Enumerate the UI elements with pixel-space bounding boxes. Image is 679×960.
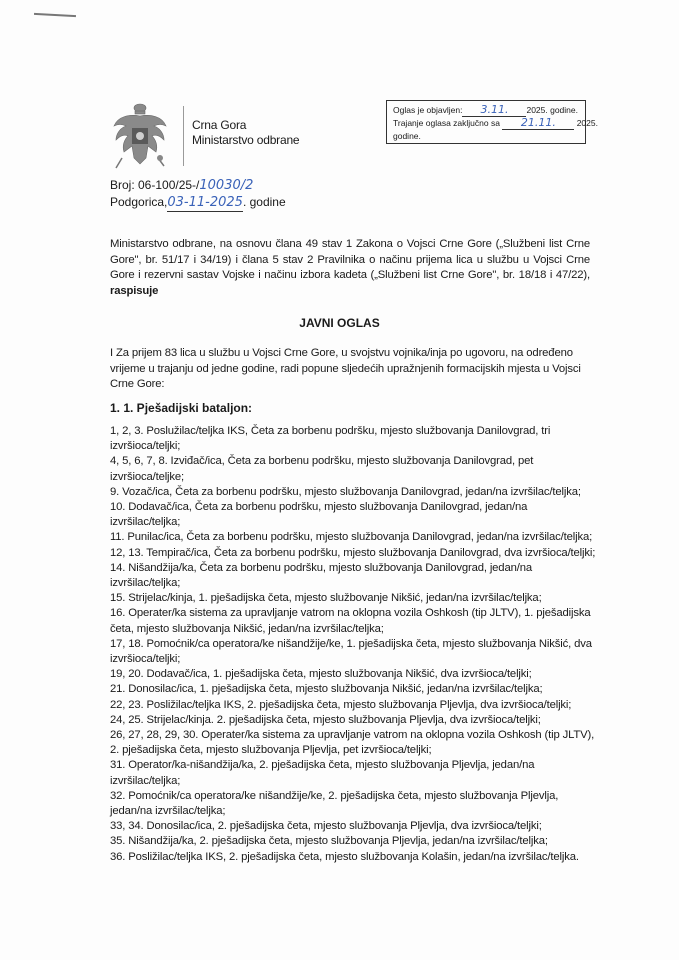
position-item: 36. Posližilac/teljka IKS, 2. pješadijska četa, mjesto službovanja Kolašin, jedan/na izvršilac/teljka. bbox=[110, 850, 579, 863]
reference-number-label: Broj: 06-100/25-/ bbox=[110, 178, 200, 192]
position-item: 9. Vozač/ica, Četa za borbenu podršku, mjesto službovanja Danilovgrad, jedan/na izvršilac/teljka; bbox=[110, 485, 581, 498]
reference-number-handwritten: 10030/2 bbox=[199, 178, 254, 193]
section-heading: 1. 1. Pješadijski bataljon: bbox=[110, 401, 253, 415]
position-item: 19, 20. Dodavač/ica, 1. pješadijska četa, mjesto službovanja Nikšić, dva izvršioca/teljki; bbox=[110, 668, 532, 681]
duration-label: Trajanje oglasa zaključno sa bbox=[393, 118, 500, 128]
positions-list bbox=[110, 424, 600, 865]
duration-suffix-line: godine. bbox=[393, 131, 421, 141]
place-label: Podgorica, bbox=[110, 195, 168, 209]
position-item: 31. Operator/ka-nišandžija/ka, 2. pješadijska četa, mjesto službovanja Pljevlja, jedan/na izvršilac/teljka; bbox=[110, 759, 535, 787]
position-item: 16. Operater/ka sistema za upravljanje vatrom na oklopna vozila Oshkosh (tip JLTV), 1. pješadijska četa, mjesto službovanja Nikšić, jedan/na izvršilac/teljka; bbox=[110, 607, 591, 635]
intro-paragraph bbox=[110, 237, 590, 299]
position-item: 24, 25. Strijelac/kinja. 2. pješadijska četa, mjesto službovanja Pljevlja, dva izvršioca/teljki; bbox=[110, 713, 541, 726]
date-handwritten: 03-11-2025 bbox=[167, 195, 243, 210]
date-suffix: . godine bbox=[242, 195, 286, 209]
announcement-paragraph: I Za prijem 83 lica u službu u Vojsci Crne Gore, u svojstvu vojnika/inja po ugovoru, na određeno vrijeme u trajanju od jedne godine, radi popune sljedećih upražnjenih formacijskih mjesta u Vojsci Crne Gore: bbox=[110, 347, 581, 390]
position-item: 14. Nišandžija/ka, Četa za borbenu podršku, mjesto službovanja Danilovgrad, jedan/na izvršilac/teljka; bbox=[110, 561, 532, 590]
position-item: 26, 27, 28, 29, 30. Operater/ka sistema za upravljanje vatrom na oklopna vozila Oshkosh (tip JLTV), 2. pješadijska četa, mjesto službovanja Pljevlja, pet izvršioca/teljki; bbox=[110, 729, 595, 757]
position-item: 15. Strijelac/kinja, 1. pješadijska četa, mjesto službovanje Nikšić, jedan/na izvršilac/teljka; bbox=[110, 592, 542, 605]
published-date-handwritten: 3.11. bbox=[462, 104, 526, 117]
publication-notice-box bbox=[386, 100, 598, 144]
intro-bold-word: raspisuje bbox=[110, 284, 159, 297]
coat-of-arms-icon bbox=[112, 102, 168, 172]
position-item: 1, 2, 3. Poslužilac/teljka IKS, Četa za borbenu podršku, mjesto službovanja Danilovgrad, tri izvršioca/teljki; bbox=[110, 425, 551, 453]
document-reference bbox=[110, 177, 286, 212]
organization-name bbox=[192, 118, 299, 148]
position-item: 17, 18. Pomoćnik/ca operatora/ke nišandžije/ke, 1. pješadijska četa, mjesto službovanja Nikšić, dva izvršioca/teljki; bbox=[110, 637, 592, 666]
position-item: 32. Pomoćnik/ca operatora/ke nišandžije/ke, 2. pješadijska četa, mjesto službovanja Pljevlja, jedan/na izvršilac/teljka; bbox=[110, 789, 559, 818]
duration-line bbox=[393, 116, 598, 130]
duration-suffix: 2025. bbox=[576, 118, 598, 128]
position-item: 21. Donosilac/ica, 1. pješadijska četa, mjesto službovanja Nikšić, jedan/na izvršilac/teljka; bbox=[110, 683, 543, 696]
duration-date-handwritten: 21.11. bbox=[502, 117, 574, 130]
intro-text: Ministarstvo odbrane, na osnovu člana 49 stav 1 Zakona o Vojsci Crne Gore („Službeni list Crne Gore", br. 51/17 i 34/19) i člana 5 stav 2 Pravilnika o načinu prijema lica u službu u Vojsci Crne Gore i rezervni sastav Vojske i načinu izbora kadeta („Službeni list Crne Gore", br. 18/18 i 47/22), bbox=[110, 238, 590, 281]
position-item: 35. Nišandžija/ka, 2. pješadijska četa, mjesto službovanja Pljevlja, jedan/na izvršilac/teljka; bbox=[110, 835, 548, 848]
reference-number-line bbox=[110, 177, 286, 194]
position-item: 4, 5, 6, 7, 8. Izviđač/ica, Četa za borbenu podršku, mjesto službovanja Danilovgrad, pet izvršioca/teljke; bbox=[110, 455, 534, 483]
document-title: JAVNI OGLAS bbox=[299, 316, 380, 330]
country-name: Crna Gora bbox=[192, 118, 247, 132]
position-item: 22, 23. Posližilac/teljka IKS, 2. pješadijska četa, mjesto službovanja Pljevlja, dva izvršioca/teljki; bbox=[110, 698, 572, 711]
position-item: 11. Punilac/ica, Četa za borbenu podršku, mjesto službovanja Danilovgrad, jedan/na izvršilac/teljka; bbox=[110, 531, 593, 544]
position-item: 12, 13. Tempirač/ica, Četa za borbenu podršku, mjesto službovanja Danilovgrad, dva izvršioca/teljki; bbox=[110, 546, 596, 559]
position-item: 33, 34. Donosilac/ica, 2. pješadijska četa, mjesto službovanja Pljevlja, dva izvršioca/teljki; bbox=[110, 820, 542, 833]
ministry-name: Ministarstvo odbrane bbox=[192, 133, 300, 147]
published-suffix: 2025. godine. bbox=[526, 105, 578, 115]
place-date-line bbox=[110, 194, 286, 212]
pen-mark bbox=[34, 13, 76, 17]
position-item: 10. Dodavač/ica, Četa za borbenu podršku, mjesto službovanja Danilovgrad, jedan/na izvršilac/teljka; bbox=[110, 501, 528, 529]
header-divider bbox=[183, 106, 184, 166]
published-label: Oglas je objavljen: bbox=[393, 105, 463, 115]
